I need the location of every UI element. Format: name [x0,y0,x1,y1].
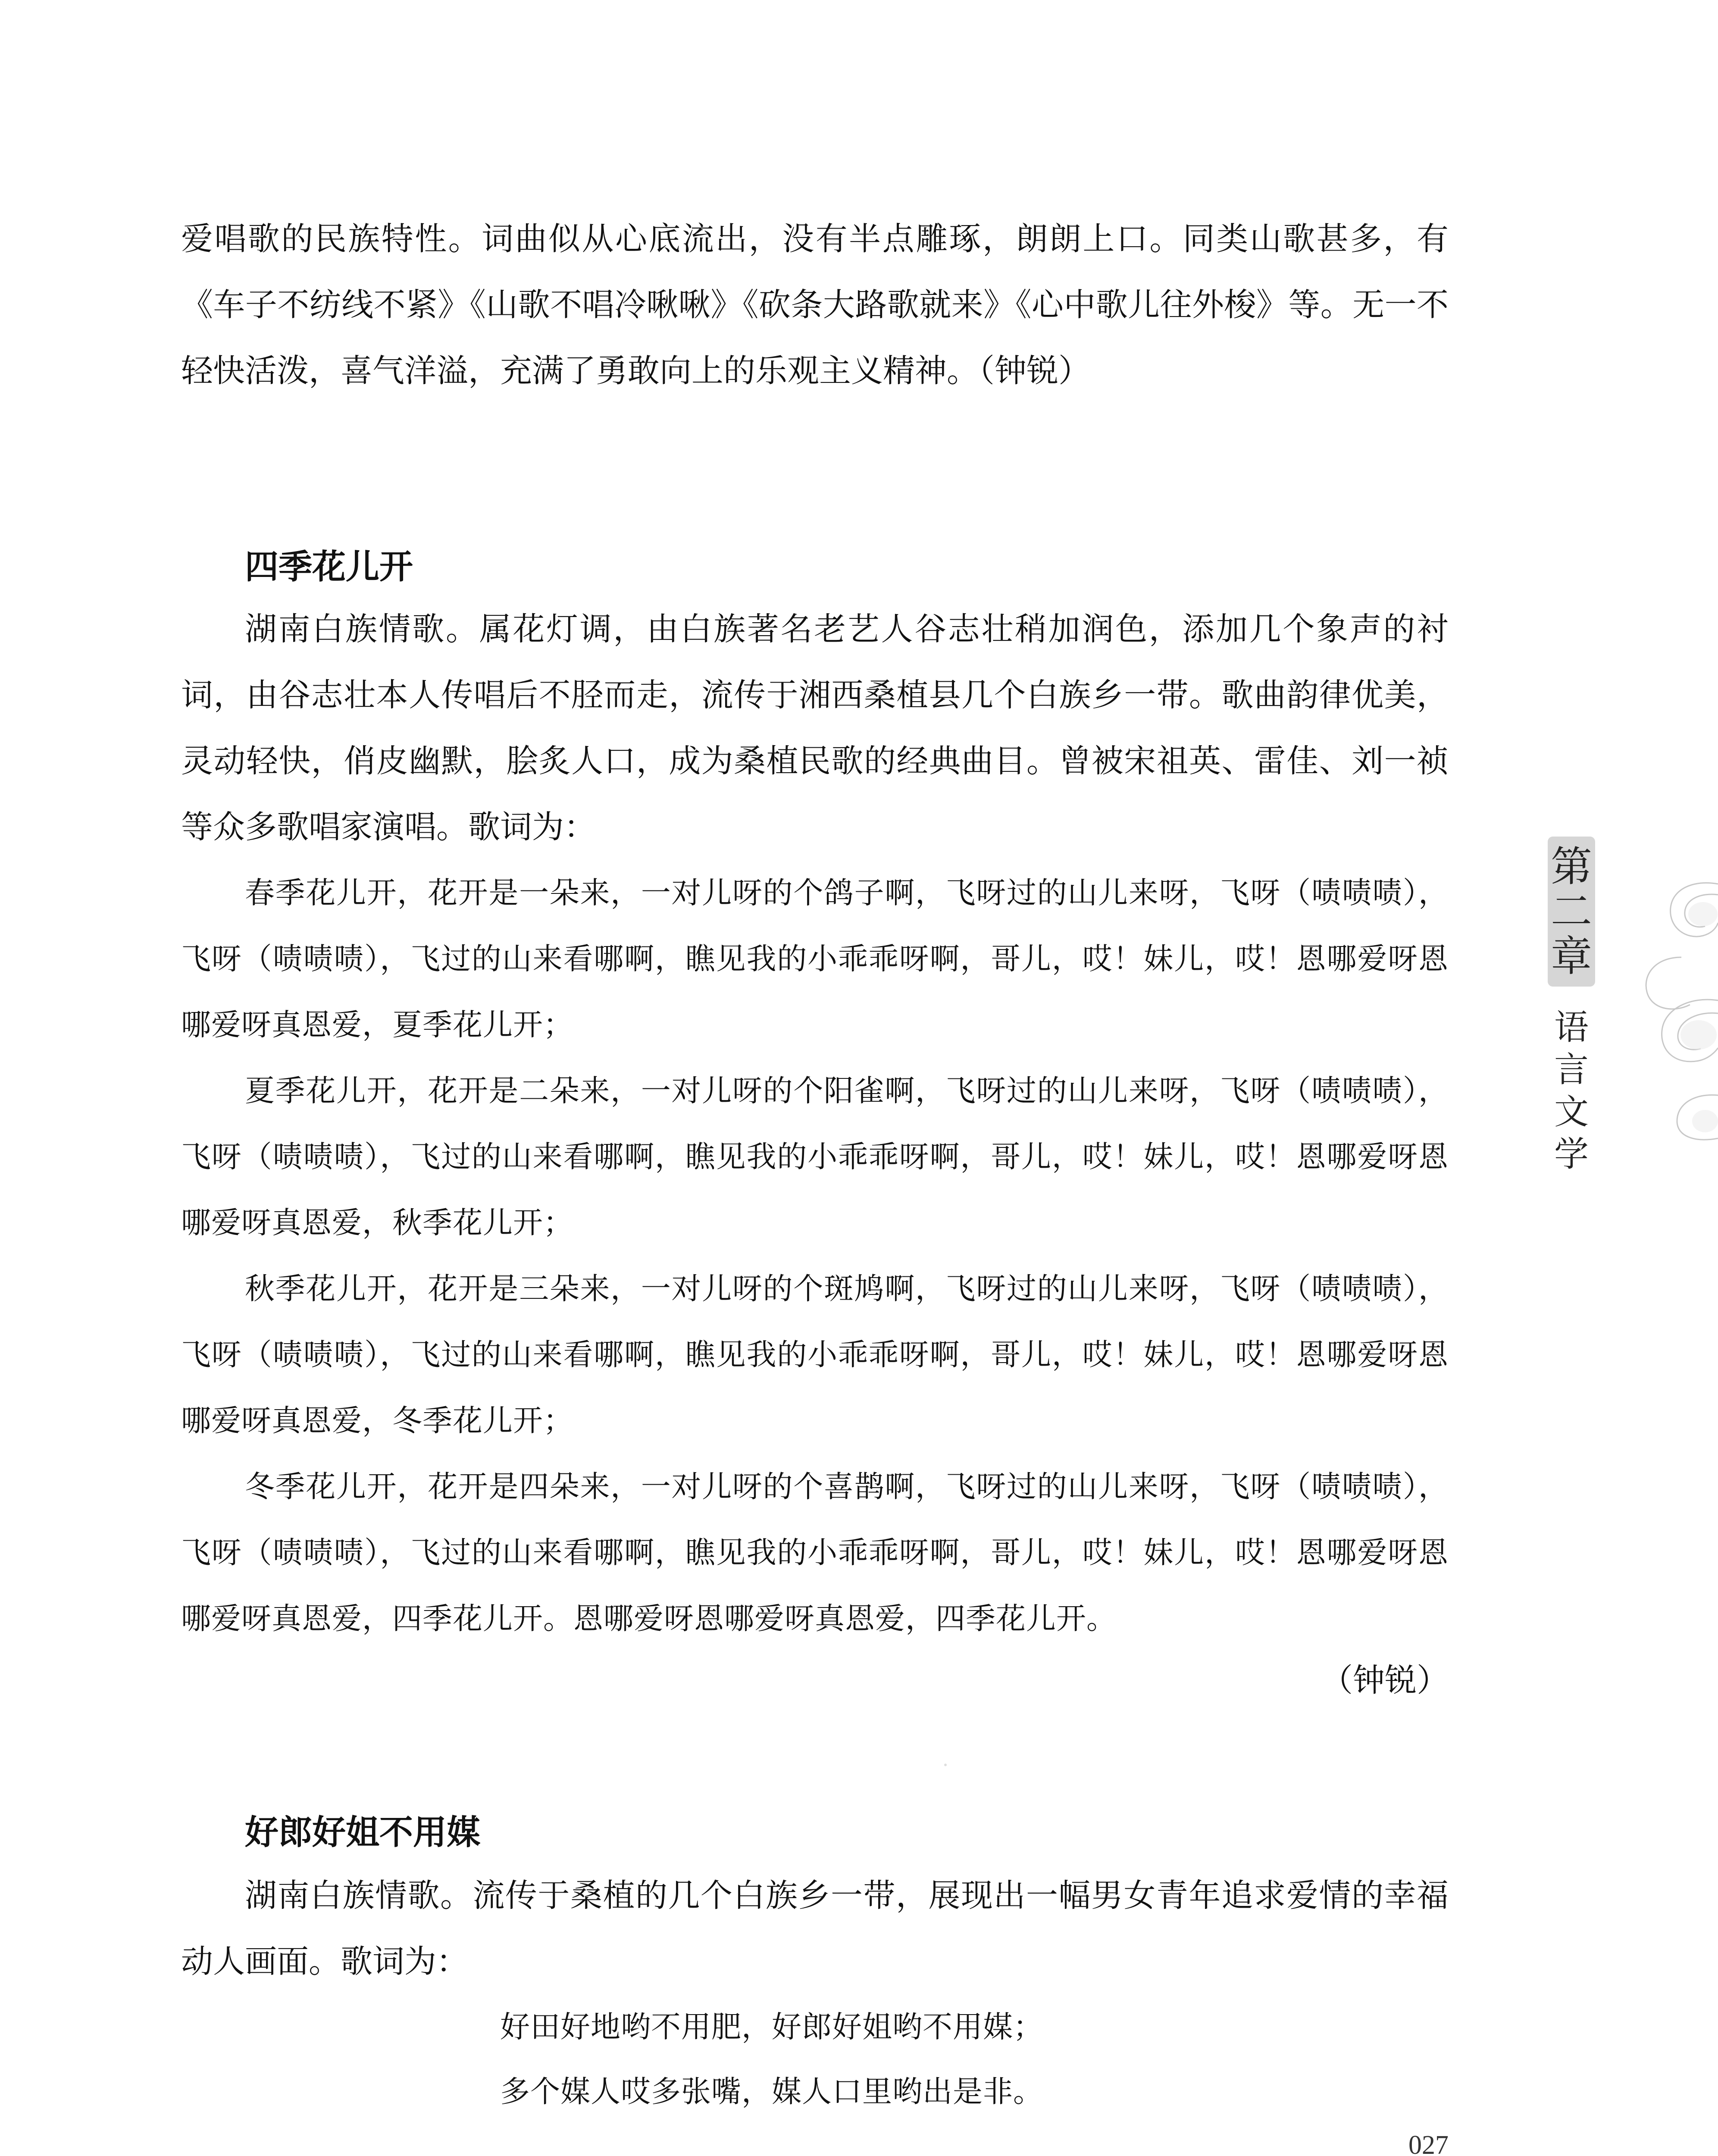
page-number: 027 [1408,2131,1449,2156]
section-label: 语言文学 [1554,1007,1589,1174]
section-description: 湖南白族情歌。流传于桑植的几个白族乡一带，展现出一幅男女青年追求爱情的幸福动人画面。歌词为： [181,1877,1449,1980]
lyric-stanza-winter: 冬季花儿开，花开是四朵来，一对儿呀的个喜鹊啊，飞呀过的山儿来呀，飞呀（啧啧啧），飞呀（啧啧啧），飞过的山来看哪啊，瞧见我的小乖乖呀啊，哥儿，哎！妹儿，哎！恩哪爱呀恩哪爱呀真恩爱，四季花儿开。恩哪爱呀恩哪爱呀真恩爱，四季花儿开。 [181,1470,1449,1636]
lyric-stanza-autumn: 秋季花儿开，花开是三朵来，一对儿呀的个斑鸠啊，飞呀过的山儿来呀，飞呀（啧啧啧），飞呀（啧啧啧），飞过的山来看哪啊，瞧见我的小乖乖呀啊，哥儿，哎！妹儿，哎！恩哪爱呀恩哪爱呀真恩爱，冬季花儿开； [181,1272,1449,1438]
chapter-side-tab [1548,837,1599,1175]
cloud-ornament-icon [1630,871,1718,1147]
section-description: 湖南白族情歌。属花灯调，由白族著名老艺人谷志壮稍加润色，添加几个象声的衬词，由谷志壮本人传唱后不胫而走，流传于湘西桑植县几个白族乡一带。歌曲韵律优美，灵动轻快，俏皮幽默，脍炙人口，成为桑植民歌的经典曲目。曾被宋祖英、雷佳、刘一祯等众多歌唱家演唱。歌词为： [181,611,1449,846]
section-siji-huaerkai [181,541,1449,1706]
author-credit: （钟锐） [1321,1662,1449,1699]
section-haolang-haojie [181,1807,1449,2124]
scan-speck [944,1764,947,1766]
section-title: 四季花儿开 [245,548,413,586]
verse-line: 多个媒人哎多张嘴，媒人口里哟出是非。 [500,2075,1043,2109]
section-title: 好郎好姐不用媒 [245,1813,481,1852]
lyric-stanza-summer: 夏季花儿开，花开是二朵来，一对儿呀的个阳雀啊，飞呀过的山儿来呀，飞呀（啧啧啧），飞呀（啧啧啧），飞过的山来看哪啊，瞧见我的小乖乖呀啊，哥儿，哎！妹儿，哎！恩哪爱呀恩哪爱呀真恩爱，秋季花儿开； [181,1074,1449,1240]
intro-block [181,206,1449,404]
chapter-label: 第二章 [1548,837,1595,987]
lyric-stanza-spring: 春季花儿开，花开是一朵来，一对儿呀的个鸽子啊，飞呀过的山儿来呀，飞呀（啧啧啧），飞呀（啧啧啧），飞过的山来看哪啊，瞧见我的小乖乖呀啊，哥儿，哎！妹儿，哎！恩哪爱呀恩哪爱呀真恩爱，夏季花儿开； [181,876,1449,1042]
intro-paragraph: 爱唱歌的民族特性。词曲似从心底流出，没有半点雕琢，朗朗上口。同类山歌甚多，有《车子不纺线不紧》《山歌不唱冷啾啾》《砍条大路歌就来》《心中歌儿往外梭》等。无一不轻快活泼，喜气洋溢，充满了勇敢向上的乐观主义精神。（钟锐） [181,220,1449,389]
verse-line: 好田好地哟不用肥，好郎好姐哟不用媒； [500,2010,1043,2044]
